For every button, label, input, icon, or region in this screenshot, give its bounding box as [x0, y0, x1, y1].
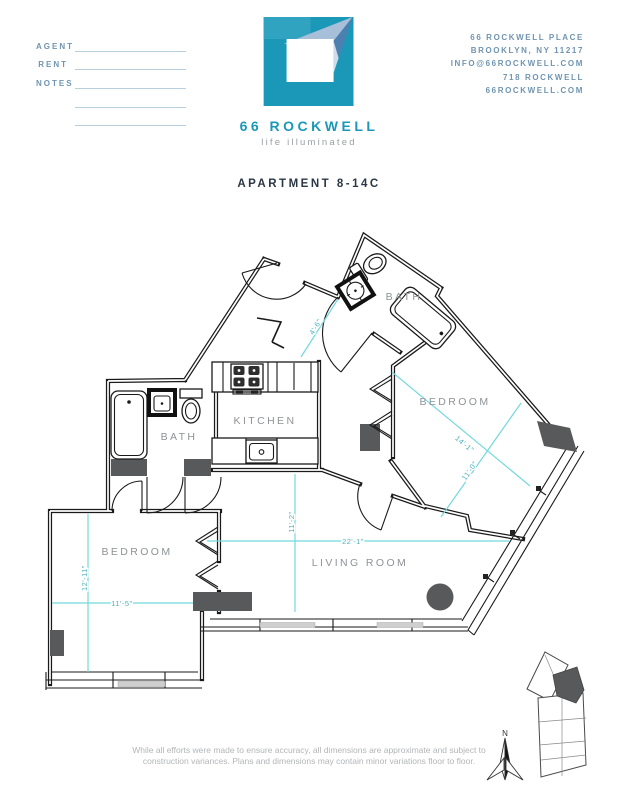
window-frame-mark: [483, 574, 488, 579]
dim-living-width: 11'-2": [287, 511, 296, 533]
kitchen-counter-top: [212, 362, 318, 392]
dim-bedroom-left-length: 12'-11": [80, 565, 89, 591]
window-frame-mark: [536, 486, 541, 491]
room-label-bath-left: BATH: [160, 431, 198, 443]
logo-tagline: life illuminated: [261, 137, 357, 148]
apartment-title: APARTMENT 8-14C: [237, 178, 381, 190]
contact-phone: 718 ROCKWELL: [503, 72, 584, 82]
column: [50, 630, 64, 656]
room-label-living: LIVING ROOM: [311, 557, 409, 569]
disclaimer: [0, 745, 618, 767]
north-label: N: [502, 729, 508, 738]
agent-label: AGENT: [36, 41, 74, 51]
window-sill: [118, 682, 165, 687]
room-label-bedroom-right: BEDROOM: [419, 396, 491, 408]
entry-closet-wall: [257, 318, 284, 348]
column: [111, 459, 147, 476]
contact-address-line: 66 ROCKWELL PLACE: [470, 33, 584, 42]
logo-title: 66 ROCKWELL: [239, 118, 379, 134]
dim-bedroom-right-width: 11'-0": [459, 459, 480, 483]
room-label-bedroom-left: BEDROOM: [101, 546, 173, 558]
round-column: [427, 584, 454, 611]
contact-website: 66ROCKWELL.COM: [485, 85, 584, 95]
dim-bedroom-left-width: 11'-5": [111, 599, 133, 608]
dimension-lines: [52, 299, 530, 672]
disclaimer-line2: construction variances. Plans and dimensions may contain minor variations floor to floor.: [142, 756, 476, 766]
room-label-bath-top: BATH: [385, 291, 423, 303]
dim-bedroom-right-length: 14'-1": [453, 433, 476, 455]
notes-label: NOTES: [36, 79, 74, 89]
contact-email: INFO@66ROCKWELL.COM: [450, 59, 584, 69]
column: [193, 592, 252, 611]
rent-label: RENT: [38, 60, 68, 70]
dim-living-length: 22'-1": [342, 537, 364, 546]
contact-city-line: BROOKLYN, NY 11217: [470, 46, 584, 56]
column: [184, 459, 211, 476]
toilet-tank: [180, 389, 202, 398]
room-label-kitchen: KITCHEN: [233, 415, 297, 427]
window-sill: [260, 623, 315, 628]
column: [537, 421, 577, 452]
window-sill: [377, 623, 423, 628]
dim-entry-hall: 4'-6": [307, 317, 324, 337]
kitchen-fixtures: [212, 362, 318, 464]
bath-left-fixtures: [111, 389, 202, 459]
window-frame-mark: [510, 530, 515, 535]
disclaimer-line1: While all efforts were made to ensure accuracy, all dimensions are approximate and subject to: [132, 745, 486, 755]
